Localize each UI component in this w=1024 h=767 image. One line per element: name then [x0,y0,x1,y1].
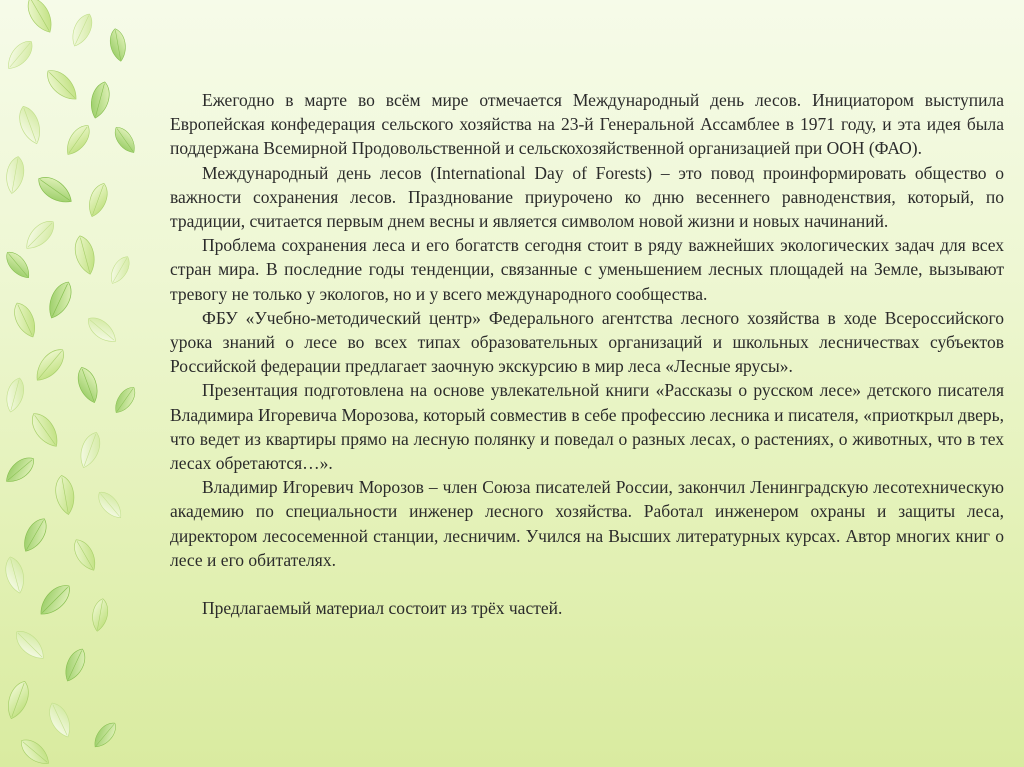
paragraph-closing: Предлагаемый материал состоит из трёх частей. [202,598,563,619]
slide-body [170,88,1004,620]
paragraph-forest-day: Международный день лесов (International Day of Forests) – это повод проинформировать общество о важности сохранения лесов. Празднование приурочено ко дню весеннего равноденствия, который, по традиции, считается первым днем весны и является символом новой жизни и новых начинаний. [170,162,1004,232]
paragraph-intro: Ежегодно в марте во всём мире отмечается Международный день лесов. Инициатором выступила Европейская конфедерация сельского хозяйства на 23-й Генеральной Ассамблее в 1971 году, и эта идея была поддержана Всемирной Продовольственной и сельскохозяйственной организацией при ООН (ФАО). [170,90,1004,159]
paragraph-forest-problem: Проблема сохранения леса и его богатств сегодня стоит в ряду важнейших экологических задач для всех стран мира. В последние годы тенденции, связанные с уменьшением лесных площадей на Земле, вызывают тревогу не только у экологов, но и у всего международного сообщества. [170,235,1004,304]
paragraph-fbu-center: ФБУ «Учебно-методический центр» Федерального агентства лесного хозяйства в ходе Всероссийского урока знаний о лесе во всех типах образовательных организаций и школьных лесничествах субъектов Российской федерации предлагает заочную экскурсию в мир леса «Лесные ярусы». [170,307,1004,377]
paragraph-author-bio: Владимир Игоревич Морозов – член Союза писателей России, закончил Ленинградскую лесотехническую академию по специальности инженер лесного хозяйства. Работал инженером охраны и защиты леса, директором лесосеменной станции, лесничим. Учился на Высших литературных курсах. Автор многих книг о лесе и его обитателях. [170,477,1004,570]
paragraph-presentation-source: Презентация подготовлена на основе увлекательной книги «Рассказы о русском лесе» детского писателя Владимира Игоревича Морозова, который совместив в себе профессию лесника и писателя, «приоткрыл дверь, что ведет из квартиры прямо на лесную полянку и поведал о разных лесах, о растениях, о животных, что в тех лесах обретаются…». [170,380,1004,474]
green-leaves-border-icon [0,0,170,767]
